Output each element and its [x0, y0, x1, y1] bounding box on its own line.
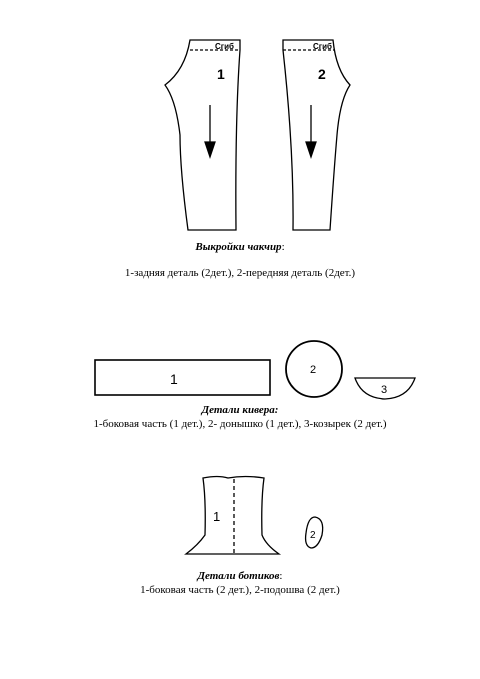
pants-part-number-2: 2: [318, 66, 326, 82]
shako-side-piece: [95, 360, 270, 395]
boots-title-colon: :: [279, 570, 283, 582]
pants-title: Выкройки чакчир: [195, 241, 282, 253]
boots-caption-title: [0, 570, 480, 582]
shako-part-number-2: 2: [310, 364, 317, 376]
boots-caption-description: 1-боковая часть (2 дет.), 2-подошва (2 дет.): [140, 584, 340, 596]
boots-title: Детали ботиков: [197, 570, 280, 582]
pants-caption-title: [0, 241, 480, 253]
shako-part-number-3: 3: [381, 384, 388, 396]
pants-part-number-1: 1: [217, 66, 225, 82]
pants-fold-label-1: Сгиб: [215, 42, 234, 51]
shako-caption-title: Детали кивера:: [201, 404, 279, 416]
pants-front-piece: [283, 40, 350, 230]
pants-title-colon: :: [281, 241, 285, 253]
pants-caption-description: 1-задняя деталь (2дет.), 2-передняя деталь (2дет.): [124, 267, 356, 279]
boot-part-number-1: 1: [213, 509, 221, 524]
shako-part-number-1: 1: [170, 371, 178, 387]
shako-caption-description: 1-боковая часть (1 дет.), 2- донышко (1 дет.), 3-козырек (2 дет.): [93, 418, 387, 430]
boot-part-number-2: 2: [310, 530, 316, 541]
pants-fold-label-2: Сгиб: [313, 42, 332, 51]
boot-side-piece: [186, 477, 279, 555]
pants-back-piece: [165, 40, 240, 230]
